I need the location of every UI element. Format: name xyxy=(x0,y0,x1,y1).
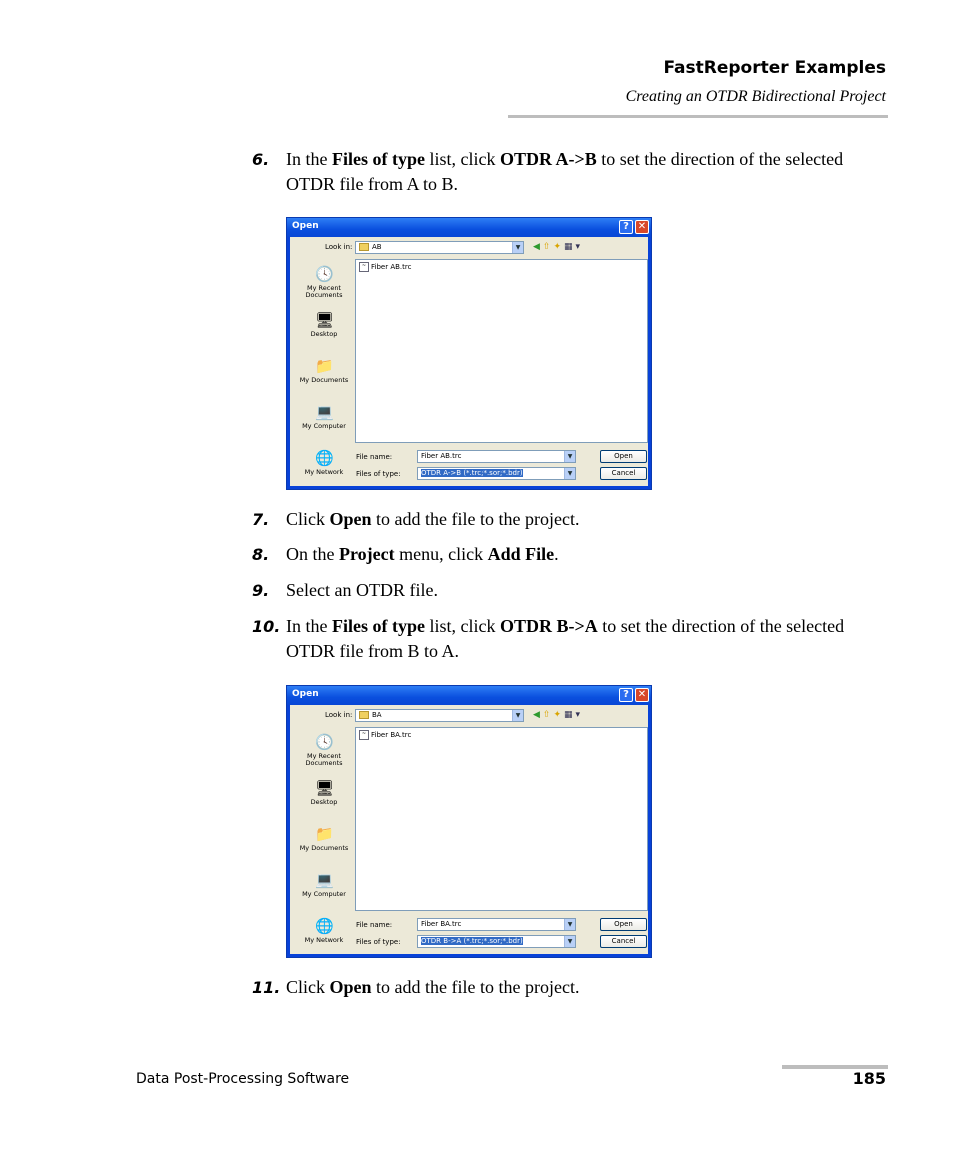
folder-icon xyxy=(359,243,369,251)
cancel-button[interactable]: Cancel xyxy=(600,467,647,480)
place-desktop[interactable]: 🖥 Desktop xyxy=(310,779,338,806)
files-of-type-select[interactable]: OTDR A->B (*.trc;*.sor;*.bdr) ▼ xyxy=(417,467,576,480)
file-icon: ~ xyxy=(359,730,369,740)
places-bar xyxy=(294,725,354,951)
place-my-computer[interactable]: 💻 My Computer xyxy=(302,403,346,430)
back-icon[interactable]: ◀ xyxy=(533,242,543,252)
step-8: 8. On the Project menu, click Add File. xyxy=(252,544,559,564)
open-button[interactable]: Open xyxy=(600,450,647,463)
cancel-button[interactable]: Cancel xyxy=(600,935,647,948)
help-button[interactable]: ? xyxy=(619,220,633,234)
step-11: 11. Click Open to add the file to the project. xyxy=(252,977,580,997)
place-desktop[interactable]: 🖥 Desktop xyxy=(310,311,338,338)
chevron-down-icon[interactable]: ▼ xyxy=(564,451,575,462)
place-recent[interactable]: 🕓 My Recent Documents xyxy=(305,265,343,299)
folder-icon xyxy=(359,711,369,719)
footer-doc-title: Data Post-Processing Software xyxy=(136,1071,350,1087)
my-network-icon: 🌐 xyxy=(315,449,334,467)
recent-documents-icon: 🕓 xyxy=(315,265,334,283)
file-name-input[interactable]: Fiber AB.trc ▼ xyxy=(417,450,576,463)
file-name-label: File name: xyxy=(356,453,393,461)
places-bar xyxy=(294,257,354,483)
place-my-documents[interactable]: 📁 My Documents xyxy=(299,825,349,852)
files-of-type-label: Files of type: xyxy=(356,938,401,946)
files-of-type-select[interactable]: OTDR B->A (*.trc;*.sor;*.bdr) ▼ xyxy=(417,935,576,948)
step-10: 10. In the Files of type list, click OTDR B->A to set the direction of the selected OTDR file from B to A. xyxy=(252,616,845,661)
new-folder-icon[interactable]: ✦ xyxy=(553,242,565,252)
desktop-icon: 🖥 xyxy=(315,311,335,329)
open-button[interactable]: Open xyxy=(600,918,647,931)
file-list[interactable] xyxy=(355,259,648,443)
title-bar xyxy=(287,218,651,237)
look-in-combo[interactable]: BA ▼ xyxy=(355,709,524,722)
page-number: 185 xyxy=(852,1069,886,1088)
place-my-network[interactable]: 🌐 My Network xyxy=(304,917,344,944)
view-menu-icon[interactable]: ▦▾ xyxy=(564,242,584,252)
my-documents-icon: 📁 xyxy=(315,825,334,843)
chevron-down-icon[interactable]: ▼ xyxy=(512,242,523,253)
help-button[interactable]: ? xyxy=(619,688,633,702)
dialog-title: Open xyxy=(292,221,319,231)
place-my-documents[interactable]: 📁 My Documents xyxy=(299,357,349,384)
list-item[interactable]: ~ Fiber AB.trc xyxy=(359,262,411,272)
place-recent[interactable]: 🕓 My Recent Documents xyxy=(305,733,343,767)
place-my-network[interactable]: 🌐 My Network xyxy=(304,449,344,476)
open-dialog-ba xyxy=(286,685,652,958)
look-in-label: Look in: xyxy=(325,711,353,719)
back-icon[interactable]: ◀ xyxy=(533,710,543,720)
look-in-combo[interactable]: AB ▼ xyxy=(355,241,524,254)
files-of-type-label: Files of type: xyxy=(356,470,401,478)
my-network-icon: 🌐 xyxy=(315,917,334,935)
toolbar-icons xyxy=(533,710,583,720)
view-menu-icon[interactable]: ▦▾ xyxy=(564,710,584,720)
step-number: 6. xyxy=(252,150,270,169)
my-computer-icon: 💻 xyxy=(315,403,334,421)
toolbar-icons xyxy=(533,242,583,252)
chevron-down-icon[interactable]: ▼ xyxy=(564,919,575,930)
dialog-title: Open xyxy=(292,689,319,699)
chevron-down-icon[interactable]: ▼ xyxy=(512,710,523,721)
step-6: 6. In the Files of type list, click OTDR A->B to set the direction of the selected OTDR file from A to B. xyxy=(252,149,844,194)
close-button[interactable]: ✕ xyxy=(635,220,649,234)
file-name-input[interactable]: Fiber BA.trc ▼ xyxy=(417,918,576,931)
look-in-label: Look in: xyxy=(325,243,353,251)
step-7: 7. Click Open to add the file to the project. xyxy=(252,509,580,529)
header-rule xyxy=(508,115,888,118)
open-dialog-ab xyxy=(286,217,652,490)
recent-documents-icon: 🕓 xyxy=(315,733,334,751)
file-list[interactable] xyxy=(355,727,648,911)
my-computer-icon: 💻 xyxy=(315,871,334,889)
step-9: 9. Select an OTDR file. xyxy=(252,580,438,600)
desktop-icon: 🖥 xyxy=(315,779,335,797)
list-item[interactable]: ~ Fiber BA.trc xyxy=(359,730,411,740)
up-folder-icon[interactable]: ⇧ xyxy=(542,710,554,720)
new-folder-icon[interactable]: ✦ xyxy=(553,710,565,720)
chevron-down-icon[interactable]: ▼ xyxy=(564,936,575,947)
header-subtitle: Creating an OTDR Bidirectional Project xyxy=(625,88,886,105)
up-folder-icon[interactable]: ⇧ xyxy=(542,242,554,252)
file-icon: ~ xyxy=(359,262,369,272)
chevron-down-icon[interactable]: ▼ xyxy=(564,468,575,479)
my-documents-icon: 📁 xyxy=(315,357,334,375)
title-bar xyxy=(287,686,651,705)
header-title: FastReporter Examples xyxy=(663,58,886,78)
place-my-computer[interactable]: 💻 My Computer xyxy=(302,871,346,898)
close-button[interactable]: ✕ xyxy=(635,688,649,702)
file-name-label: File name: xyxy=(356,921,393,929)
